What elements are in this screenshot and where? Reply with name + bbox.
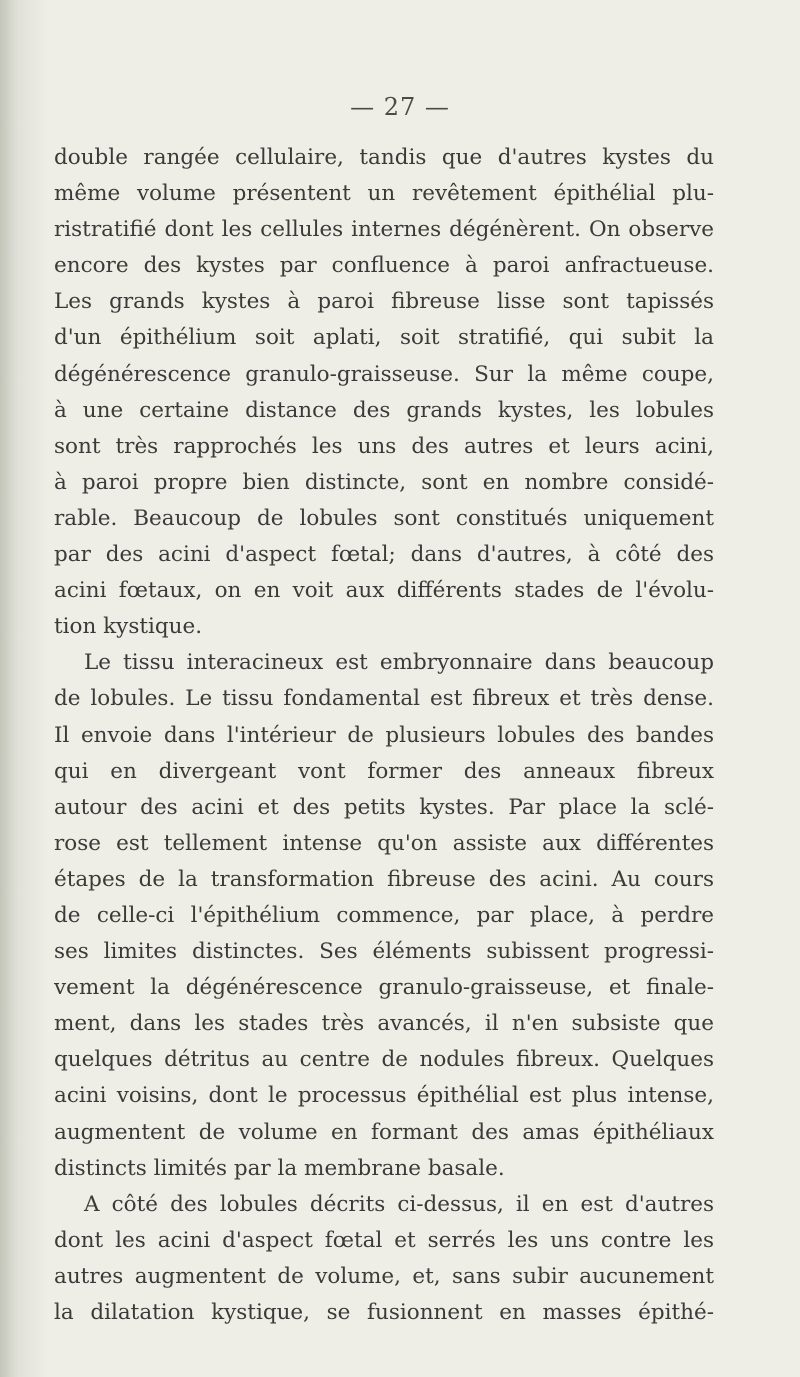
paragraph — [54, 645, 714, 1186]
body-text — [54, 140, 714, 1331]
text-line: dont les acini d'aspect fœtal et serrés les uns contre les — [54, 1227, 714, 1253]
text-line: Le tissu interacineux est embryonnaire dans beaucoup — [84, 650, 714, 676]
text-line: ses limites distinctes. Ses éléments subissent progressi- — [54, 939, 714, 965]
text-line: la dilatation kystique, se fusionnent en masses épithé- — [54, 1300, 714, 1325]
text-line: Il envoie dans l'intérieur de plusieurs lobules des bandes — [54, 722, 714, 748]
text-line: A côté des lobules décrits ci-dessus, il en est d'autres — [84, 1191, 714, 1217]
text-line: double rangée cellulaire, tandis que d'autres kystes du — [54, 145, 714, 170]
text-line: de celle-ci l'épithélium commence, par place, à perdre — [54, 902, 714, 928]
text-line: rable. Beaucoup de lobules sont constitués uniquement — [54, 505, 714, 531]
text-line: de lobules. Le tissu fondamental est fibreux et très dense. — [54, 686, 714, 712]
text-line: acini voisins, dont le processus épithélial est plus intense, — [54, 1083, 714, 1109]
paragraph — [54, 140, 714, 645]
text-line: vement la dégénérescence granulo-graisseuse, et finale- — [54, 975, 714, 1001]
text-line: à paroi propre bien distincte, sont en nombre considé- — [54, 469, 714, 495]
text-line: même volume présentent un revêtement épithélial plu- — [54, 181, 714, 207]
text-line: encore des kystes par confluence à paroi anfractueuse. — [54, 253, 714, 279]
text-line: d'un épithélium soit aplati, soit stratifié, qui subit la — [54, 325, 714, 351]
text-line: ristratifié dont les cellules internes dégénèrent. On observe — [54, 217, 714, 243]
text-line: par des acini d'aspect fœtal; dans d'autres, à côté des — [54, 542, 714, 568]
text-line: acini fœtaux, on en voit aux différents stades de l'évolu- — [54, 578, 714, 604]
text-line: autour des acini et des petits kystes. Par place la sclé- — [54, 794, 714, 820]
text-line: rose est tellement intense qu'on assiste aux différentes — [54, 830, 714, 856]
text-line: à une certaine distance des grands kystes, les lobules — [54, 397, 714, 423]
text-line: Les grands kystes à paroi fibreuse lisse sont tapissés — [54, 289, 714, 315]
text-line: tion kystique. — [54, 614, 203, 640]
text-line: quelques détritus au centre de nodules fibreux. Quelques — [54, 1047, 714, 1073]
text-line: augmentent de volume en formant des amas épithéliaux — [54, 1119, 714, 1145]
text-line: sont très rapprochés les uns des autres et leurs acini, — [54, 433, 714, 459]
page-number: — 27 — — [350, 93, 450, 121]
text-line: autres augmentent de volume, et, sans subir aucunement — [54, 1263, 714, 1289]
text-line: ment, dans les stades très avancés, il n'en subsiste que — [54, 1011, 714, 1037]
text-line: distincts limités par la membrane basale. — [54, 1155, 505, 1181]
text-line: qui en divergeant vont former des anneaux fibreux — [54, 758, 714, 784]
text-line: dégénérescence granulo-graisseuse. Sur la même coupe, — [54, 361, 714, 387]
paragraph — [54, 1187, 714, 1331]
text-line: étapes de la transformation fibreuse des acini. Au cours — [54, 866, 714, 892]
